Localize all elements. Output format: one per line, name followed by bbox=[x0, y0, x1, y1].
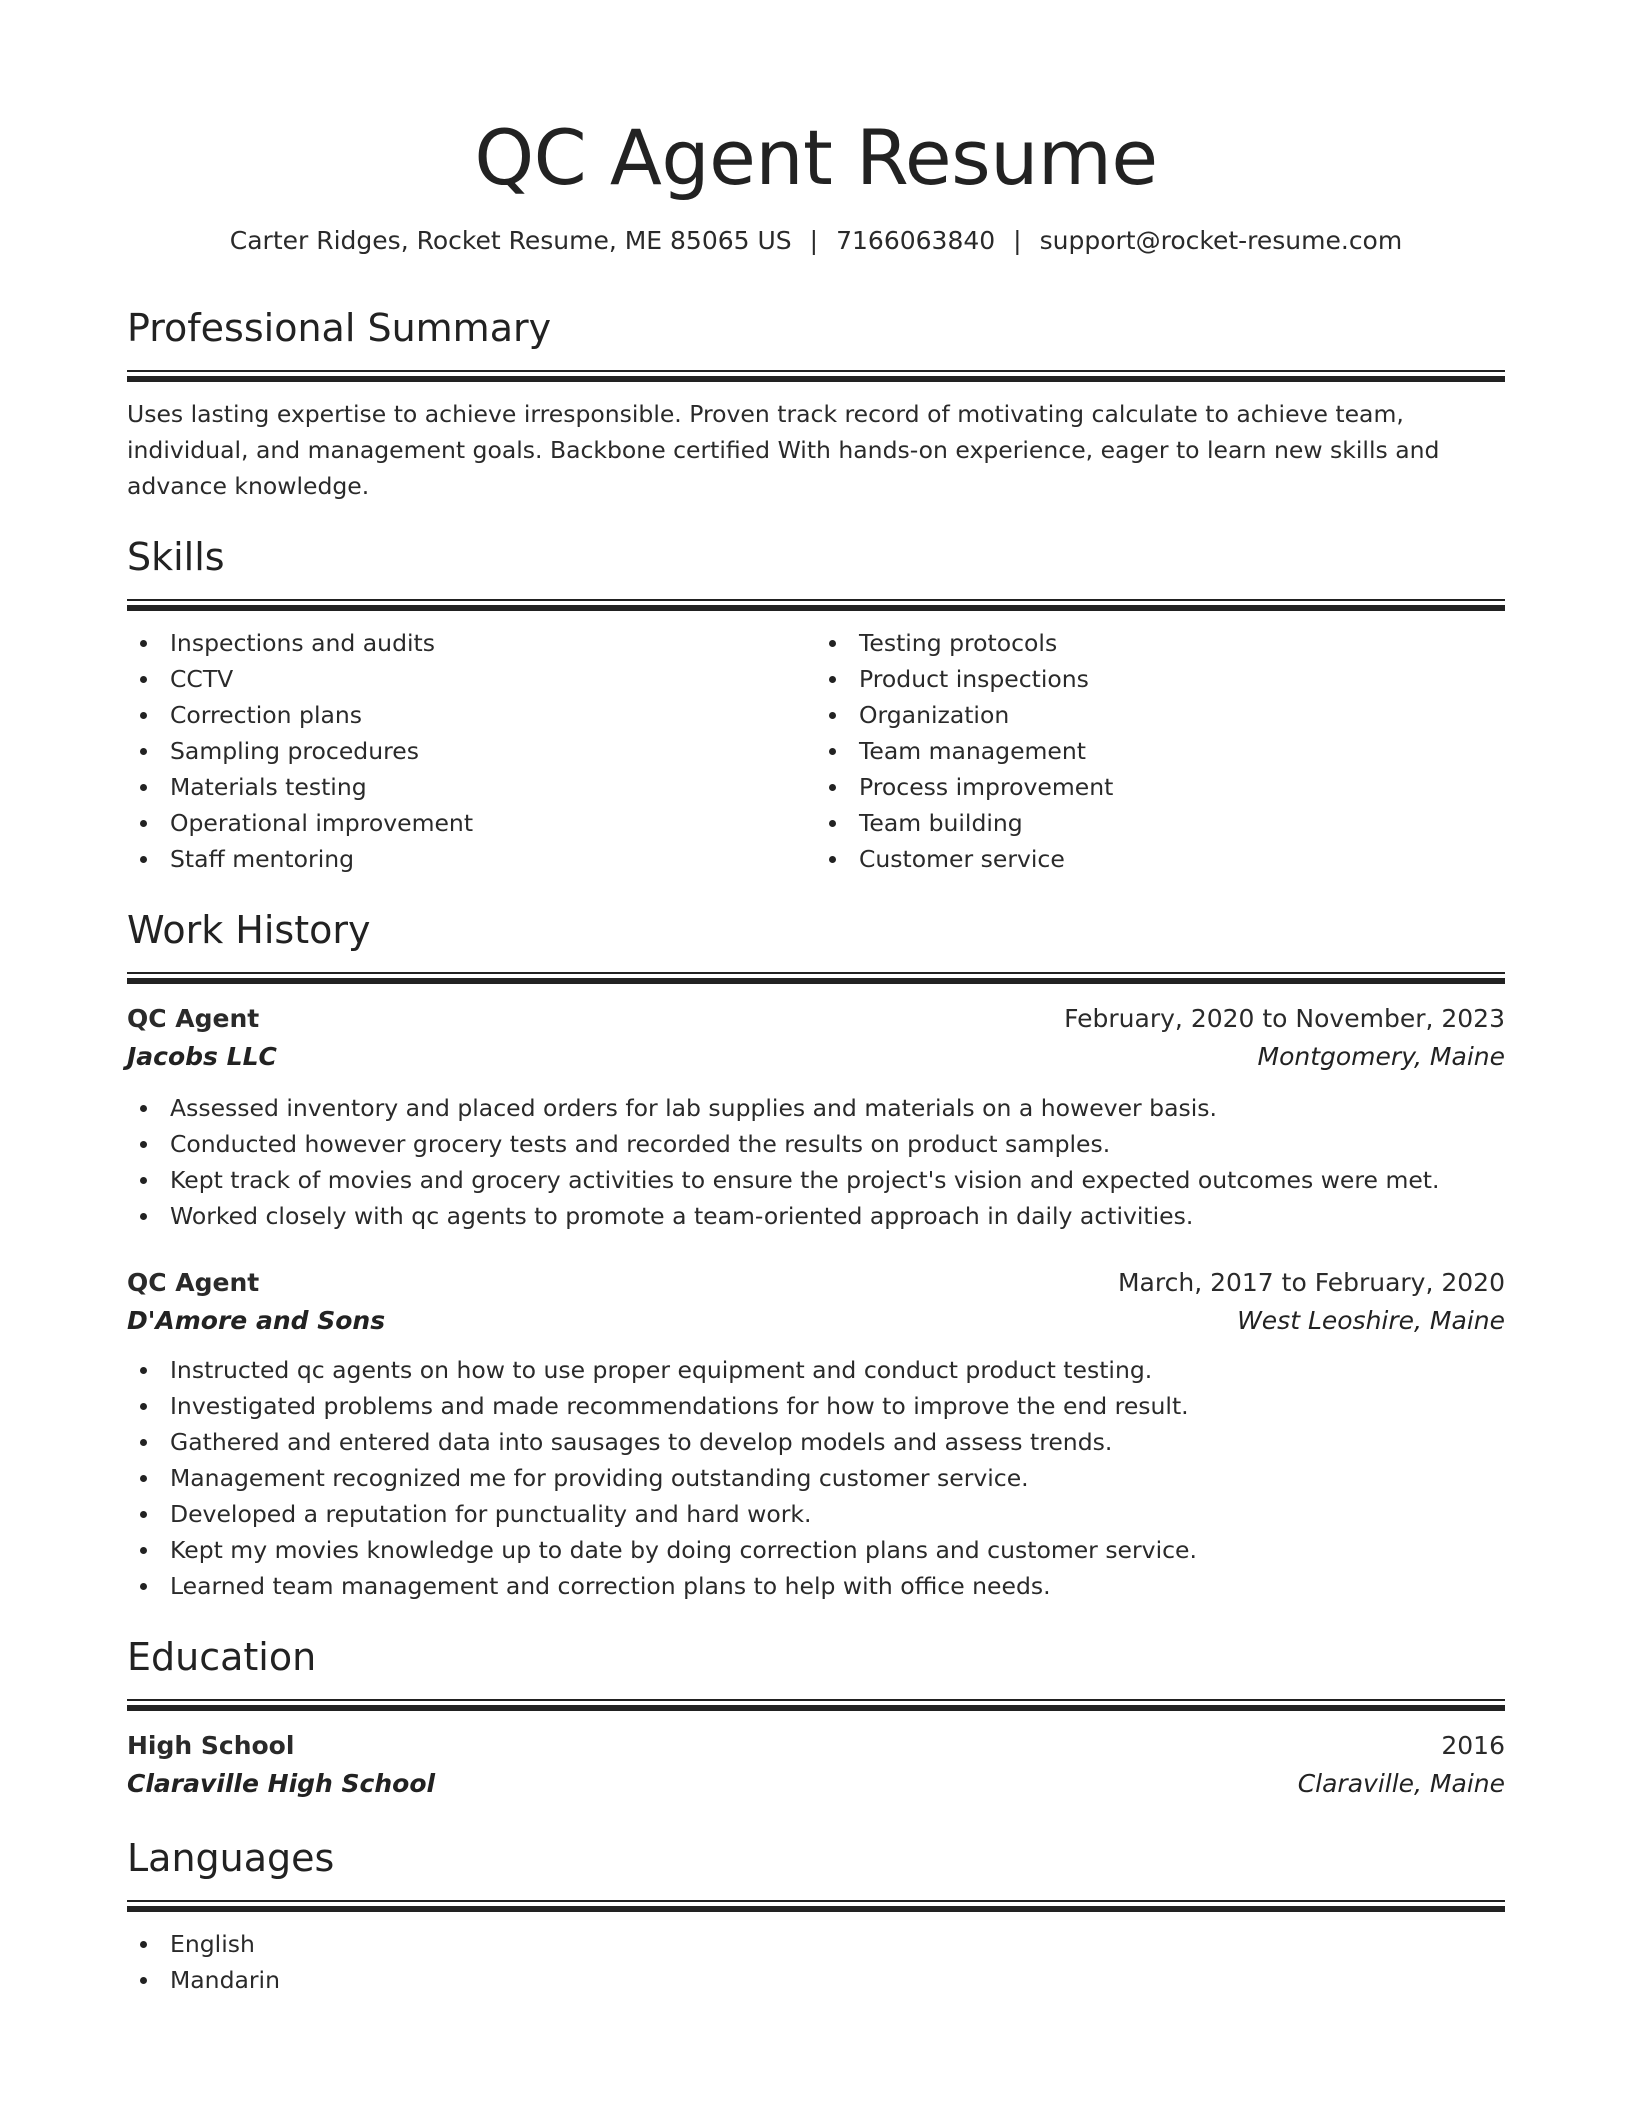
skills-grid bbox=[127, 625, 1505, 877]
job-company: Jacobs LLC bbox=[127, 1042, 277, 1071]
contact-line bbox=[127, 226, 1505, 255]
list-item: Operational improvement bbox=[127, 805, 816, 841]
job-title: QC Agent bbox=[127, 1004, 260, 1033]
list-item: Testing protocols bbox=[816, 625, 1505, 661]
list-item: Instructed qc agents on how to use proper equipment and conduct product testing. bbox=[127, 1352, 1505, 1388]
job-location: West Leoshire, Maine bbox=[1237, 1306, 1505, 1335]
education-entry bbox=[127, 1727, 1505, 1803]
education-location: Claraville, Maine bbox=[1297, 1769, 1505, 1798]
job-subheader bbox=[127, 1038, 1505, 1076]
job-duties-list bbox=[127, 1352, 1505, 1604]
summary-text: Uses lasting expertise to achieve irresponsible. Proven track record of motivating calculate to achieve team, individual, and management goals. Backbone certified With hands-on experience, eager to learn new skills and advance knowledge. bbox=[127, 400, 1440, 500]
section-heading-languages: Languages bbox=[127, 1836, 335, 1880]
job-dates: February, 2020 to November, 2023 bbox=[1064, 1004, 1505, 1033]
section-divider bbox=[127, 599, 1505, 611]
list-item: Mandarin bbox=[127, 1962, 1505, 1998]
education-subheader bbox=[127, 1765, 1505, 1803]
job-subheader bbox=[127, 1302, 1505, 1340]
job-header bbox=[127, 1000, 1505, 1038]
job-duties-list bbox=[127, 1090, 1505, 1234]
contact-phone: 7166063840 bbox=[836, 226, 996, 255]
list-item: Process improvement bbox=[816, 769, 1505, 805]
work-history-section bbox=[127, 908, 1505, 1604]
list-item: Investigated problems and made recommendations for how to improve the end result. bbox=[127, 1388, 1505, 1424]
list-item: Inspections and audits bbox=[127, 625, 816, 661]
list-item: Customer service bbox=[816, 841, 1505, 877]
list-item: Conducted however grocery tests and recorded the results on product samples. bbox=[127, 1126, 1505, 1162]
section-heading-skills: Skills bbox=[127, 535, 225, 579]
list-item: Kept my movies knowledge up to date by doing correction plans and customer service. bbox=[127, 1532, 1505, 1568]
list-item: Correction plans bbox=[127, 697, 816, 733]
list-item: English bbox=[127, 1926, 1505, 1962]
job-location: Montgomery, Maine bbox=[1257, 1042, 1505, 1071]
list-item: Gathered and entered data into sausages to develop models and assess trends. bbox=[127, 1424, 1505, 1460]
summary-section bbox=[127, 306, 1505, 504]
job-dates: March, 2017 to February, 2020 bbox=[1117, 1268, 1505, 1297]
list-item: Materials testing bbox=[127, 769, 816, 805]
list-item: Sampling procedures bbox=[127, 733, 816, 769]
skills-section bbox=[127, 535, 1505, 877]
languages-section bbox=[127, 1836, 1505, 1998]
list-item: Developed a reputation for punctuality and hard work. bbox=[127, 1496, 1505, 1532]
education-section bbox=[127, 1635, 1505, 1803]
education-year: 2016 bbox=[1441, 1731, 1505, 1760]
list-item: Staff mentoring bbox=[127, 841, 816, 877]
education-school: Claraville High School bbox=[127, 1769, 436, 1798]
list-item: Team building bbox=[816, 805, 1505, 841]
list-item: Assessed inventory and placed orders for lab supplies and materials on a however basis. bbox=[127, 1090, 1505, 1126]
resume-title: QC Agent Resume bbox=[474, 113, 1158, 202]
list-item: Product inspections bbox=[816, 661, 1505, 697]
languages-list bbox=[127, 1926, 1505, 1998]
contact-separator: | bbox=[1013, 226, 1022, 255]
section-heading-summary: Professional Summary bbox=[127, 306, 552, 350]
list-item: Team management bbox=[816, 733, 1505, 769]
list-item: CCTV bbox=[127, 661, 816, 697]
section-heading-work-history: Work History bbox=[127, 908, 371, 952]
section-heading-education: Education bbox=[127, 1635, 317, 1679]
list-item: Management recognized me for providing outstanding customer service. bbox=[127, 1460, 1505, 1496]
education-header bbox=[127, 1727, 1505, 1765]
education-degree: High School bbox=[127, 1731, 295, 1760]
list-item: Worked closely with qc agents to promote a team-oriented approach in daily activities. bbox=[127, 1198, 1505, 1234]
section-divider bbox=[127, 1699, 1505, 1711]
contact-address: Carter Ridges, Rocket Resume, ME 85065 US bbox=[229, 226, 792, 255]
job-entry bbox=[127, 1264, 1505, 1604]
skills-list-right bbox=[816, 625, 1505, 877]
job-title: QC Agent bbox=[127, 1268, 260, 1297]
contact-separator: | bbox=[809, 226, 819, 255]
section-divider bbox=[127, 972, 1505, 984]
list-item: Learned team management and correction plans to help with office needs. bbox=[127, 1568, 1505, 1604]
job-entry bbox=[127, 1000, 1505, 1234]
job-company: D'Amore and Sons bbox=[127, 1306, 386, 1335]
job-header bbox=[127, 1264, 1505, 1302]
section-divider bbox=[127, 1900, 1505, 1912]
section-divider bbox=[127, 370, 1505, 382]
list-item: Organization bbox=[816, 697, 1505, 733]
contact-email: support@rocket-resume.com bbox=[1039, 226, 1403, 255]
list-item: Kept track of movies and grocery activities to ensure the project's vision and expected outcomes were met. bbox=[127, 1162, 1505, 1198]
skills-list-left bbox=[127, 625, 816, 877]
